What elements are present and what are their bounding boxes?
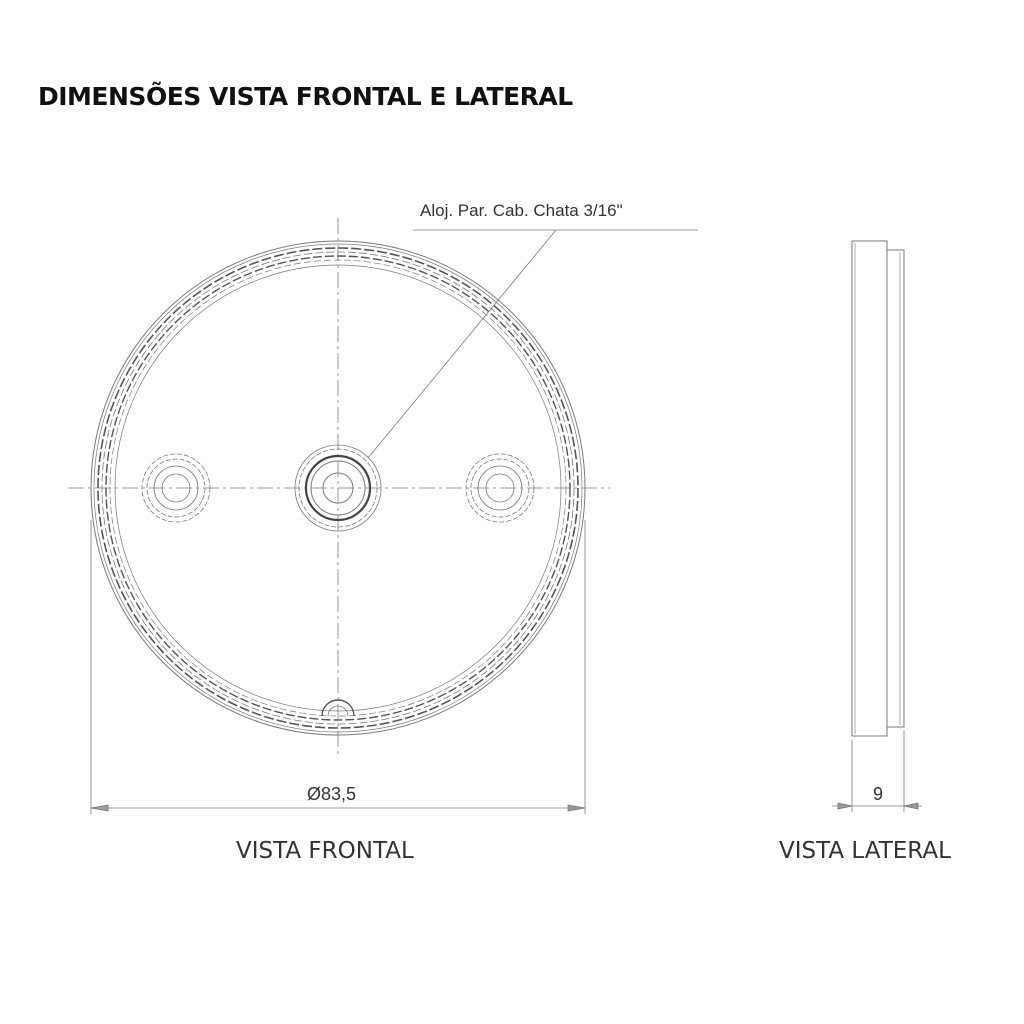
arrow-left [838,803,852,809]
side-body [852,241,887,736]
callout-leader [368,230,556,458]
side-step [887,250,904,727]
arrow-right [568,805,585,811]
front-view-caption: VISTA FRONTAL [236,838,414,864]
arrow-right [904,803,918,809]
front-view [68,218,698,758]
callout-label: Aloj. Par. Cab. Chata 3/16" [420,201,623,220]
side-view-caption: VISTA LATERAL [779,838,951,864]
diameter-label: Ø83,5 [307,784,357,804]
side-view [852,241,904,736]
page-title: DIMENSÕES VISTA FRONTAL E LATERAL [38,82,573,111]
thickness-label: 9 [873,784,884,804]
arrow-left [91,805,108,811]
